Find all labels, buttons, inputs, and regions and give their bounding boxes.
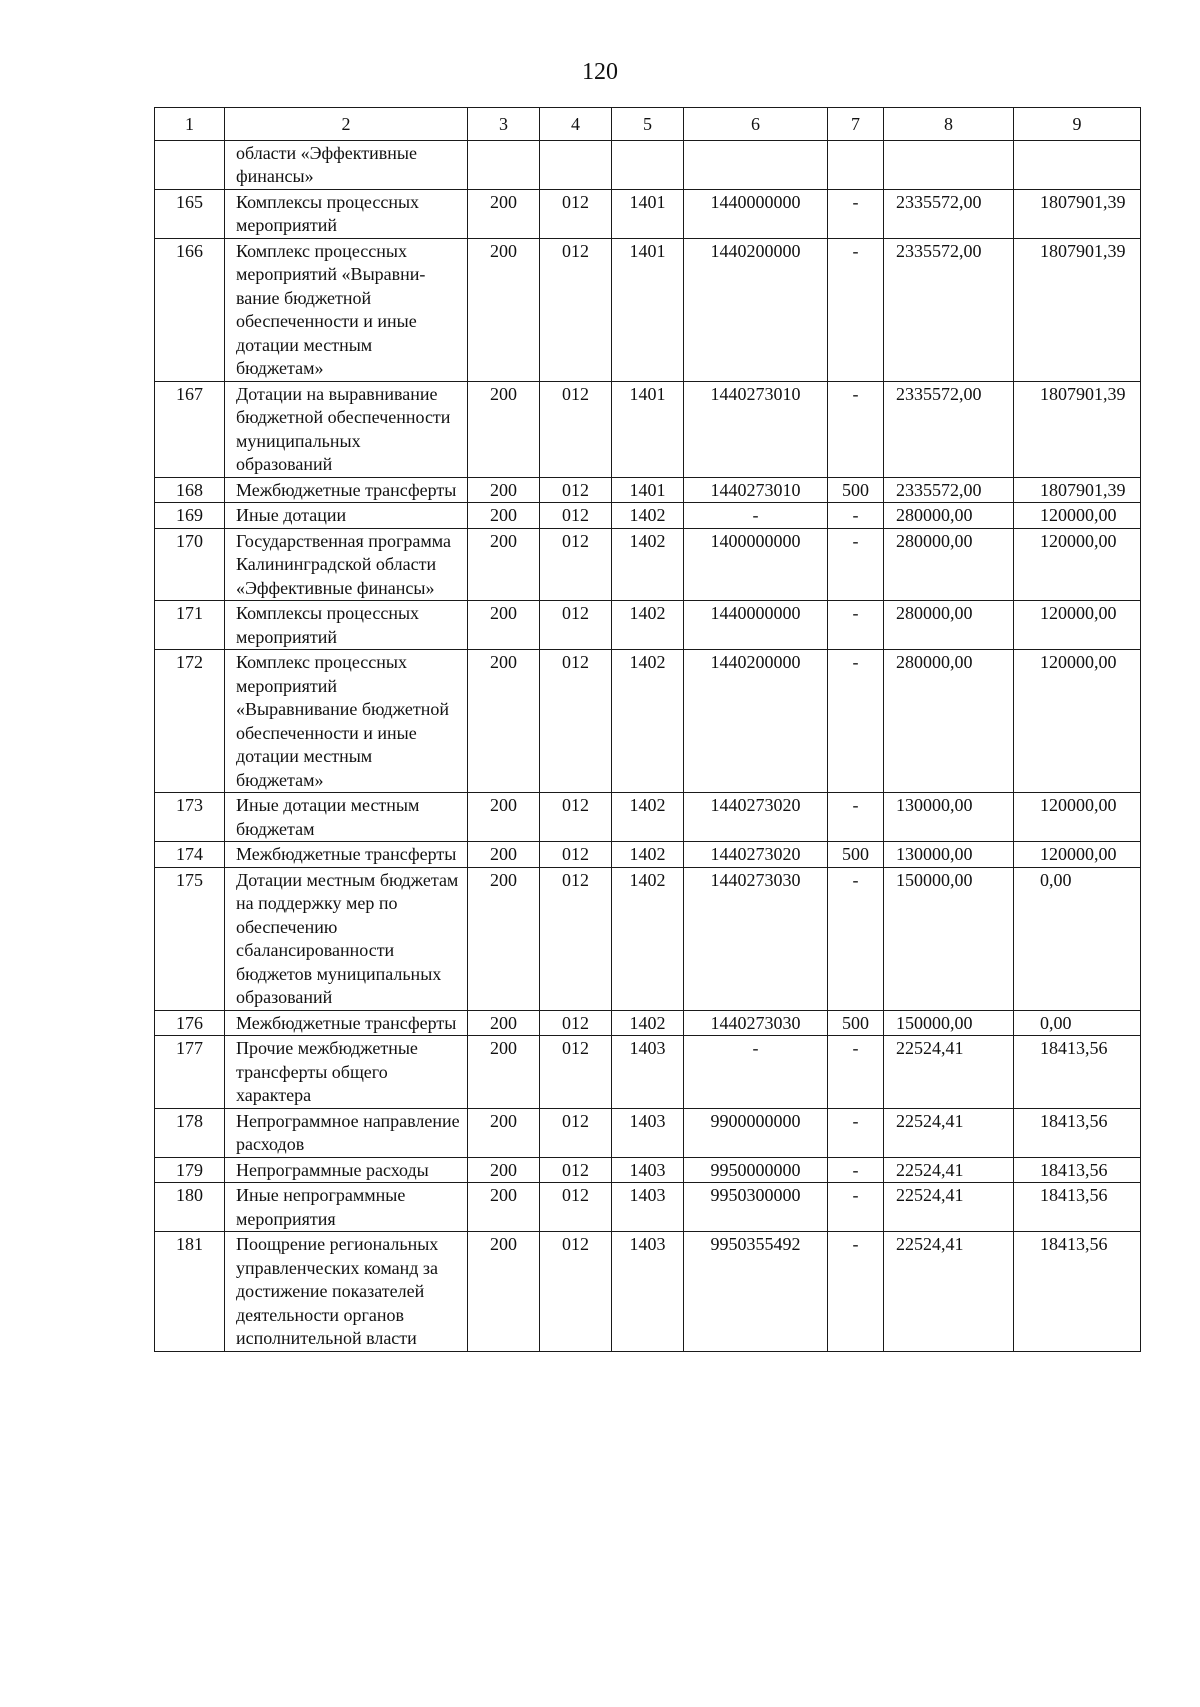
- code-3-cell: 200: [468, 477, 540, 503]
- code-3-cell: [468, 140, 540, 189]
- target-article-cell: 9950300000: [684, 1183, 828, 1232]
- target-article-cell: 1440273010: [684, 477, 828, 503]
- code-3-cell: 200: [468, 1157, 540, 1183]
- amount-col8-cell: 22524,41: [884, 1232, 1014, 1352]
- table-row: [155, 867, 1141, 1010]
- amount-col9-cell: 120000,00: [1014, 793, 1141, 842]
- target-article-cell: 1440273030: [684, 867, 828, 1010]
- expense-type-cell: -: [828, 650, 884, 793]
- target-article-cell: 9900000000: [684, 1108, 828, 1157]
- table-row: [155, 381, 1141, 477]
- expense-type-cell: 500: [828, 842, 884, 868]
- amount-col9-cell: 120000,00: [1014, 601, 1141, 650]
- amount-col9-cell: 18413,56: [1014, 1157, 1141, 1183]
- code-4-cell: 012: [540, 1157, 612, 1183]
- description-cell: Иные дотации: [225, 503, 468, 529]
- code-4-cell: 012: [540, 867, 612, 1010]
- header-cell: 2: [225, 108, 468, 141]
- table-body: [155, 140, 1141, 1351]
- description-cell: Прочие межбюджетные трансферты общего характера: [225, 1036, 468, 1109]
- amount-col8-cell: 150000,00: [884, 1010, 1014, 1036]
- code-3-cell: 200: [468, 650, 540, 793]
- amount-col9-cell: 18413,56: [1014, 1108, 1141, 1157]
- description-cell: Дотации местным бюджетам на поддержку мер по обеспечению сбалансированности бюджетов муниципальных образований: [225, 867, 468, 1010]
- amount-col9-cell: 0,00: [1014, 1010, 1141, 1036]
- amount-col9-cell: 1807901,39: [1014, 238, 1141, 381]
- table-row: [155, 140, 1141, 189]
- amount-col9-cell: 1807901,39: [1014, 381, 1141, 477]
- header-cell: 4: [540, 108, 612, 141]
- amount-col9-cell: [1014, 140, 1141, 189]
- target-article-cell: 9950355492: [684, 1232, 828, 1352]
- page-number: 120: [582, 59, 618, 85]
- table-row: [155, 238, 1141, 381]
- description-cell: Иные непрограммные мероприятия: [225, 1183, 468, 1232]
- code-3-cell: 200: [468, 381, 540, 477]
- section-code-cell: 1402: [612, 867, 684, 1010]
- header-cell: 6: [684, 108, 828, 141]
- table-header: [155, 108, 1141, 141]
- table-row: [155, 1108, 1141, 1157]
- code-3-cell: 200: [468, 867, 540, 1010]
- code-4-cell: 012: [540, 503, 612, 529]
- expense-type-cell: -: [828, 601, 884, 650]
- amount-col8-cell: 22524,41: [884, 1183, 1014, 1232]
- description-cell: Межбюджетные трансферты: [225, 1010, 468, 1036]
- expense-type-cell: -: [828, 503, 884, 529]
- section-code-cell: 1402: [612, 601, 684, 650]
- section-code-cell: 1401: [612, 189, 684, 238]
- description-cell: Поощрение региональных управленческих команд за достижение показателей деятельности органов исполнительной власти: [225, 1232, 468, 1352]
- expense-type-cell: -: [828, 867, 884, 1010]
- amount-col8-cell: 22524,41: [884, 1108, 1014, 1157]
- table-row: [155, 189, 1141, 238]
- code-3-cell: 200: [468, 793, 540, 842]
- table-row: [155, 477, 1141, 503]
- header-cell: 8: [884, 108, 1014, 141]
- row-number-cell: 175: [155, 867, 225, 1010]
- row-number-cell: 181: [155, 1232, 225, 1352]
- expense-type-cell: -: [828, 528, 884, 601]
- amount-col9-cell: 18413,56: [1014, 1183, 1141, 1232]
- row-number-cell: 168: [155, 477, 225, 503]
- table-row: [155, 650, 1141, 793]
- section-code-cell: 1402: [612, 528, 684, 601]
- amount-col8-cell: 22524,41: [884, 1036, 1014, 1109]
- target-article-cell: 1440273010: [684, 381, 828, 477]
- expense-type-cell: -: [828, 189, 884, 238]
- target-article-cell: 1440273030: [684, 1010, 828, 1036]
- code-3-cell: 200: [468, 1036, 540, 1109]
- code-3-cell: 200: [468, 503, 540, 529]
- target-article-cell: 1400000000: [684, 528, 828, 601]
- table-row: [155, 1157, 1141, 1183]
- row-number-cell: [155, 140, 225, 189]
- amount-col9-cell: 120000,00: [1014, 650, 1141, 793]
- expense-type-cell: -: [828, 1036, 884, 1109]
- description-cell: Комплексы процессных мероприятий: [225, 189, 468, 238]
- code-4-cell: 012: [540, 1183, 612, 1232]
- amount-col8-cell: 2335572,00: [884, 477, 1014, 503]
- code-3-cell: 200: [468, 189, 540, 238]
- amount-col9-cell: 1807901,39: [1014, 189, 1141, 238]
- row-number-cell: 171: [155, 601, 225, 650]
- code-3-cell: 200: [468, 238, 540, 381]
- code-4-cell: 012: [540, 238, 612, 381]
- expense-type-cell: 500: [828, 1010, 884, 1036]
- code-4-cell: 012: [540, 601, 612, 650]
- header-cell: 9: [1014, 108, 1141, 141]
- header-cell: 1: [155, 108, 225, 141]
- row-number-cell: 180: [155, 1183, 225, 1232]
- description-cell: Комплекс процессных мероприятий «Выравнивание бюджетной обеспеченности и иные дотации местным бюджетам»: [225, 650, 468, 793]
- row-number-cell: 178: [155, 1108, 225, 1157]
- code-3-cell: 200: [468, 842, 540, 868]
- code-3-cell: 200: [468, 1183, 540, 1232]
- code-4-cell: 012: [540, 381, 612, 477]
- description-cell: Межбюджетные трансферты: [225, 842, 468, 868]
- row-number-cell: 174: [155, 842, 225, 868]
- expense-type-cell: -: [828, 238, 884, 381]
- header-cell: 3: [468, 108, 540, 141]
- amount-col9-cell: 1807901,39: [1014, 477, 1141, 503]
- section-code-cell: [612, 140, 684, 189]
- target-article-cell: 1440273020: [684, 842, 828, 868]
- target-article-cell: [684, 140, 828, 189]
- amount-col9-cell: 18413,56: [1014, 1232, 1141, 1352]
- amount-col9-cell: 120000,00: [1014, 842, 1141, 868]
- header-cell: 7: [828, 108, 884, 141]
- row-number-cell: 169: [155, 503, 225, 529]
- code-4-cell: 012: [540, 189, 612, 238]
- description-cell: Государственная программа Калининградской области «Эффективные финансы»: [225, 528, 468, 601]
- amount-col9-cell: 18413,56: [1014, 1036, 1141, 1109]
- section-code-cell: 1401: [612, 238, 684, 381]
- table-row: [155, 1183, 1141, 1232]
- section-code-cell: 1403: [612, 1157, 684, 1183]
- target-article-cell: 1440200000: [684, 238, 828, 381]
- expense-type-cell: -: [828, 381, 884, 477]
- expense-type-cell: -: [828, 1157, 884, 1183]
- amount-col8-cell: 2335572,00: [884, 238, 1014, 381]
- description-cell: Межбюджетные трансферты: [225, 477, 468, 503]
- expense-type-cell: -: [828, 1108, 884, 1157]
- section-code-cell: 1403: [612, 1183, 684, 1232]
- target-article-cell: 1440200000: [684, 650, 828, 793]
- row-number-cell: 165: [155, 189, 225, 238]
- row-number-cell: 179: [155, 1157, 225, 1183]
- amount-col8-cell: [884, 140, 1014, 189]
- amount-col9-cell: 120000,00: [1014, 528, 1141, 601]
- section-code-cell: 1402: [612, 650, 684, 793]
- description-cell: Непрограммные расходы: [225, 1157, 468, 1183]
- section-code-cell: 1403: [612, 1232, 684, 1352]
- code-4-cell: 012: [540, 793, 612, 842]
- header-cell: 5: [612, 108, 684, 141]
- amount-col8-cell: 150000,00: [884, 867, 1014, 1010]
- code-3-cell: 200: [468, 1010, 540, 1036]
- code-4-cell: 012: [540, 1232, 612, 1352]
- header-row: [155, 108, 1141, 141]
- row-number-cell: 173: [155, 793, 225, 842]
- target-article-cell: 1440000000: [684, 189, 828, 238]
- section-code-cell: 1402: [612, 1010, 684, 1036]
- row-number-cell: 167: [155, 381, 225, 477]
- code-4-cell: 012: [540, 528, 612, 601]
- expense-type-cell: 500: [828, 477, 884, 503]
- amount-col8-cell: 280000,00: [884, 503, 1014, 529]
- code-4-cell: 012: [540, 1108, 612, 1157]
- code-3-cell: 200: [468, 1232, 540, 1352]
- section-code-cell: 1401: [612, 477, 684, 503]
- table-row: [155, 842, 1141, 868]
- description-cell: Непрограммное направление расходов: [225, 1108, 468, 1157]
- amount-col8-cell: 130000,00: [884, 842, 1014, 868]
- table-row: [155, 503, 1141, 529]
- description-cell: Иные дотации местным бюджетам: [225, 793, 468, 842]
- code-4-cell: 012: [540, 1036, 612, 1109]
- table-row: [155, 601, 1141, 650]
- code-3-cell: 200: [468, 601, 540, 650]
- row-number-cell: 176: [155, 1010, 225, 1036]
- code-3-cell: 200: [468, 1108, 540, 1157]
- description-cell: Комплексы процессных мероприятий: [225, 601, 468, 650]
- amount-col8-cell: 22524,41: [884, 1157, 1014, 1183]
- code-4-cell: 012: [540, 477, 612, 503]
- row-number-cell: 166: [155, 238, 225, 381]
- description-cell: области «Эффективные финансы»: [225, 140, 468, 189]
- budget-table: [154, 107, 1141, 1352]
- row-number-cell: 170: [155, 528, 225, 601]
- expense-type-cell: [828, 140, 884, 189]
- target-article-cell: 1440000000: [684, 601, 828, 650]
- code-3-cell: 200: [468, 528, 540, 601]
- amount-col8-cell: 130000,00: [884, 793, 1014, 842]
- section-code-cell: 1403: [612, 1108, 684, 1157]
- section-code-cell: 1403: [612, 1036, 684, 1109]
- row-number-cell: 172: [155, 650, 225, 793]
- expense-type-cell: -: [828, 793, 884, 842]
- section-code-cell: 1402: [612, 842, 684, 868]
- amount-col8-cell: 2335572,00: [884, 189, 1014, 238]
- amount-col8-cell: 280000,00: [884, 650, 1014, 793]
- code-4-cell: [540, 140, 612, 189]
- table-row: [155, 1232, 1141, 1352]
- target-article-cell: -: [684, 503, 828, 529]
- code-4-cell: 012: [540, 1010, 612, 1036]
- section-code-cell: 1401: [612, 381, 684, 477]
- section-code-cell: 1402: [612, 503, 684, 529]
- section-code-cell: 1402: [612, 793, 684, 842]
- amount-col8-cell: 280000,00: [884, 528, 1014, 601]
- expense-type-cell: -: [828, 1183, 884, 1232]
- row-number-cell: 177: [155, 1036, 225, 1109]
- code-4-cell: 012: [540, 650, 612, 793]
- amount-col9-cell: 0,00: [1014, 867, 1141, 1010]
- table-row: [155, 1010, 1141, 1036]
- amount-col9-cell: 120000,00: [1014, 503, 1141, 529]
- target-article-cell: 1440273020: [684, 793, 828, 842]
- table-row: [155, 528, 1141, 601]
- code-4-cell: 012: [540, 842, 612, 868]
- amount-col8-cell: 280000,00: [884, 601, 1014, 650]
- table-row: [155, 1036, 1141, 1109]
- target-article-cell: -: [684, 1036, 828, 1109]
- target-article-cell: 9950000000: [684, 1157, 828, 1183]
- expense-type-cell: -: [828, 1232, 884, 1352]
- amount-col8-cell: 2335572,00: [884, 381, 1014, 477]
- description-cell: Дотации на выравнивание бюджетной обеспеченности муниципальных образований: [225, 381, 468, 477]
- description-cell: Комплекс процессных мероприятий «Выравни-вание бюджетной обеспеченности и иные дотации местным бюджетам»: [225, 238, 468, 381]
- table-row: [155, 793, 1141, 842]
